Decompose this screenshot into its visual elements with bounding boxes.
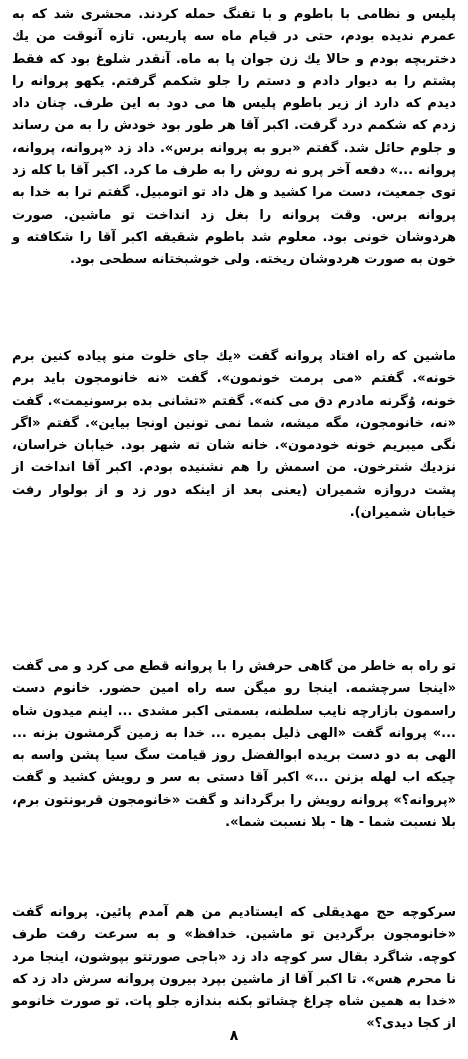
page-number: ۸ (229, 1028, 239, 1044)
paragraph-4: سرکوچه حج مهدیقلی که ایستادیم من هم آمدم پائین. پروانه گفت «خانومجون برگردین تو ماشین. خدافظ» و به سرعت رفت طرف کوچه. شاگرد بقال سر کوچه داد زد «باجی صورتتو بپوشون، اینجا مرد نا محرم هس». تا اکبر آقا از ماشین بپرد بیرون پروانه سرش داد زد که «خدا به همین شاه چراغ چشاتو بکنه بندازه جلو پات. تو صورت خانومو از کجا دیدی؟» (12, 905, 456, 1032)
paragraph-3: تو راه به خاطر من گاهی حرفش را با پروانه قطع می کرد و می گفت «اینجا سرچشمه. اینجا رو میگن سه راه امین حضور. خانوم دست راسمون بازارچه نایب سلطنه، بسمتی اکبر مشدی ... اینم میدون شاه ...» پروانه گفت «الهی ذلیل بمیره ... خدا به زمین گرمشون بزنه ... الهی به دو دست بریده ابوالفضل روز قیامت سگ سیا پشن واسه به چیکه اب لهله بزنن ...» اکبر آقا دستی به سر و رویش کشید و گفت «پروانه؟» پروانه رویش را برگرداند و گفت «خانومجون قربونتون برم، بلا نسبت شما - ها - بلا نسبت شما». (12, 659, 456, 831)
paragraph-1: پلیس و نظامی با باطوم و با تفنگ حمله کردند. محشری شد که به عمرم ندیده بودم، حتی در قیام ماه سه پاریس. تازه آنوقت من یك دختربچه بودم و حالا یك زن جوان پا به ماه. آنقدر شلوغ بود که فقط پشتم را به دیوار دادم و دستم را جلو شکمم گرفتم. یکهو پروانه را دیدم که دارد از زیر باطوم پلیس ها می دود به این طرف. چنان داد زدم که شکمم درد گرفت. اکبر آقا هر طور بود خودش را به من رساند و جلوم حائل شد. گفتم «برو به پروانه برس». داد زد «پروانه، پروانه، پروانه ...» دفعه آخر پرو نه روش را به طرف ما کرد. اکبر آقا با کله زد توی جمعیت، دست مرا کشید و هل داد تو اتومبیل. گفتم ترا به خدا به پروانه برس. وقت پروانه را بغل زد انداخت تو ماشین. صورت هردوشان خونی بود. معلوم شد باطوم شقیقه اکبر آقا را شکافته و خون به صورت هردوشان ریخته. ولی خوشبختانه سطحی بود. (12, 7, 456, 268)
paragraph-2: ماشین که راه افتاد پروانه گفت «یك جای خلوت منو پیاده کنین برم خونه». گفتم «می برمت خونمون». گفت «نه خانومجون باید برم خونه، وُگرنه مادرم دق می کنه». گفتم «تشانی بده برسونیمت». گفت «نه، خانومجون، مگه میشه، شما نمی تونین اونجا بیاین». گفتم «اگر نگی میبریم خونه خودمون». خانه شان ته شهر بود. خیابان خراسان، نزدیك شترخون. من اسمش را هم نشنیده بودم. اکبر آقا انداخت از پشت دروازه شمیران (یعنی بعد از اینکه دور زد و از بولوار رفت خیابان شمیران). (12, 349, 456, 521)
